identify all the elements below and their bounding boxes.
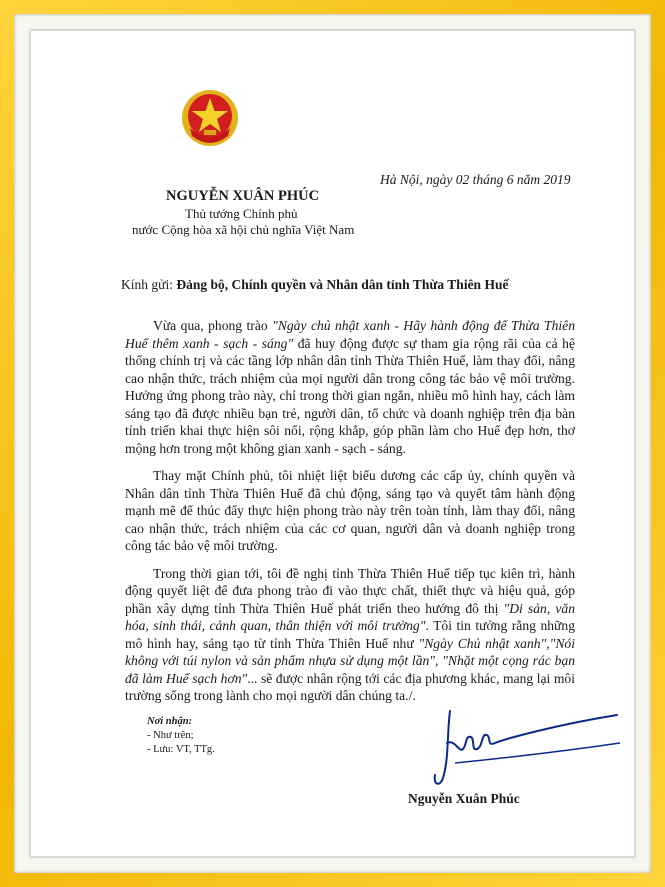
sender-title: Thủ tướng Chính phủ xyxy=(185,206,298,221)
letter-body xyxy=(125,317,575,715)
paragraph-2: Thay mặt Chính phủ, tôi nhiệt liệt biểu dương các cấp ủy, chính quyền và Nhân dân tỉnh Thừa Thiên Huế đã chủ động, sáng tạo và quyết tâm hành động mạnh mẽ để thúc đẩy thực hiện phong trào này trên toàn tỉnh, làm thay đổi, nâng cao nhận thức, trách nhiệm của các cơ quan, người dân và doanh nghiệp trong công tác bảo vệ môi trường. xyxy=(125,468,575,553)
p1-text-b: đã huy động được sự tham gia rộng rãi của cả hệ thống chính trị và các tầng lớp nhân dân tỉnh Thừa Thiên Huế, làm thay đổi, nâng cao nhận thức, trách nhiệm của mọi người dân trong công tác bảo vệ môi trường. Hưởng ứng phong trào này, chỉ trong thời gian ngắn, nhiều mô hình hay, cách làm sáng tạo đã được nhiều bạn trẻ, người dân, tổ chức và doanh nghiệp trên địa bàn tỉnh triển khai thực hiện sôi nổi, rộng khắp, góp phần làm cho Huế đẹp hơn, thơ mộng hơn trong một không gian xanh - sạch - sáng. xyxy=(125,335,575,456)
p3-quote-2: "Ngày Chủ nhật xanh","Nói không với túi nylon và sản phẩm nhựa sử dụng một lần", "Nhặt một cọng rác bạn đã làm Huế sạch hơn" xyxy=(125,635,575,686)
sender-name: NGUYỄN XUÂN PHÚC xyxy=(166,188,320,204)
p1-quote: "Ngày chủ nhật xanh - Hãy hành động để Thừa Thiên Huế thêm xanh - sạch - sáng" xyxy=(125,318,575,351)
recipients-title: Nơi nhận: xyxy=(147,716,193,727)
p3-text-b: . Tôi tin tưởng rằng những mô hình hay, sáng tạo từ tỉnh Thừa Thiên Huế như xyxy=(125,618,575,651)
addressee-line xyxy=(121,277,508,293)
letter-date: Hà Nội, ngày 02 tháng 6 năm 2019 xyxy=(380,172,571,187)
p3-text-c: ... sẽ được nhân rộng tới các địa phương khác, mang lại môi trường sống trong lành cho mọi người dân chúng ta./. xyxy=(125,670,576,703)
national-emblem-icon xyxy=(180,88,240,148)
addressee-prefix: Kính gửi: xyxy=(121,277,177,292)
letter-page xyxy=(30,30,635,857)
signature-mark xyxy=(425,703,625,793)
recipients-block xyxy=(147,715,215,757)
signer-name: Nguyễn Xuân Phúc xyxy=(408,791,520,806)
p1-text-a: Vừa qua, phong trào xyxy=(153,318,273,333)
recipient-item: - Lưu: VT, TTg. xyxy=(147,744,215,755)
addressee-name: Đảng bộ, Chính quyền và Nhân dân tỉnh Thừa Thiên Huế xyxy=(176,277,509,292)
p3-quote-1: "Di sản, văn hóa, sinh thái, cảnh quan, thân thiện với môi trường" xyxy=(125,600,575,633)
recipient-item: - Như trên; xyxy=(147,730,194,741)
paragraph-3 xyxy=(125,565,575,705)
p3-text-a: Trong thời gian tới, tôi đề nghị tỉnh Thừa Thiên Huế tiếp tục kiên trì, hành động quyết liệt để đưa phong trào đi vào thực chất, thiết thực và hiệu quả, góp phần xây dựng tỉnh Thừa Thiên Huế phát triển theo hướng đô thị xyxy=(125,565,575,616)
paragraph-1 xyxy=(125,317,575,457)
sender-country: nước Cộng hòa xã hội chủ nghĩa Việt Nam xyxy=(132,222,355,237)
